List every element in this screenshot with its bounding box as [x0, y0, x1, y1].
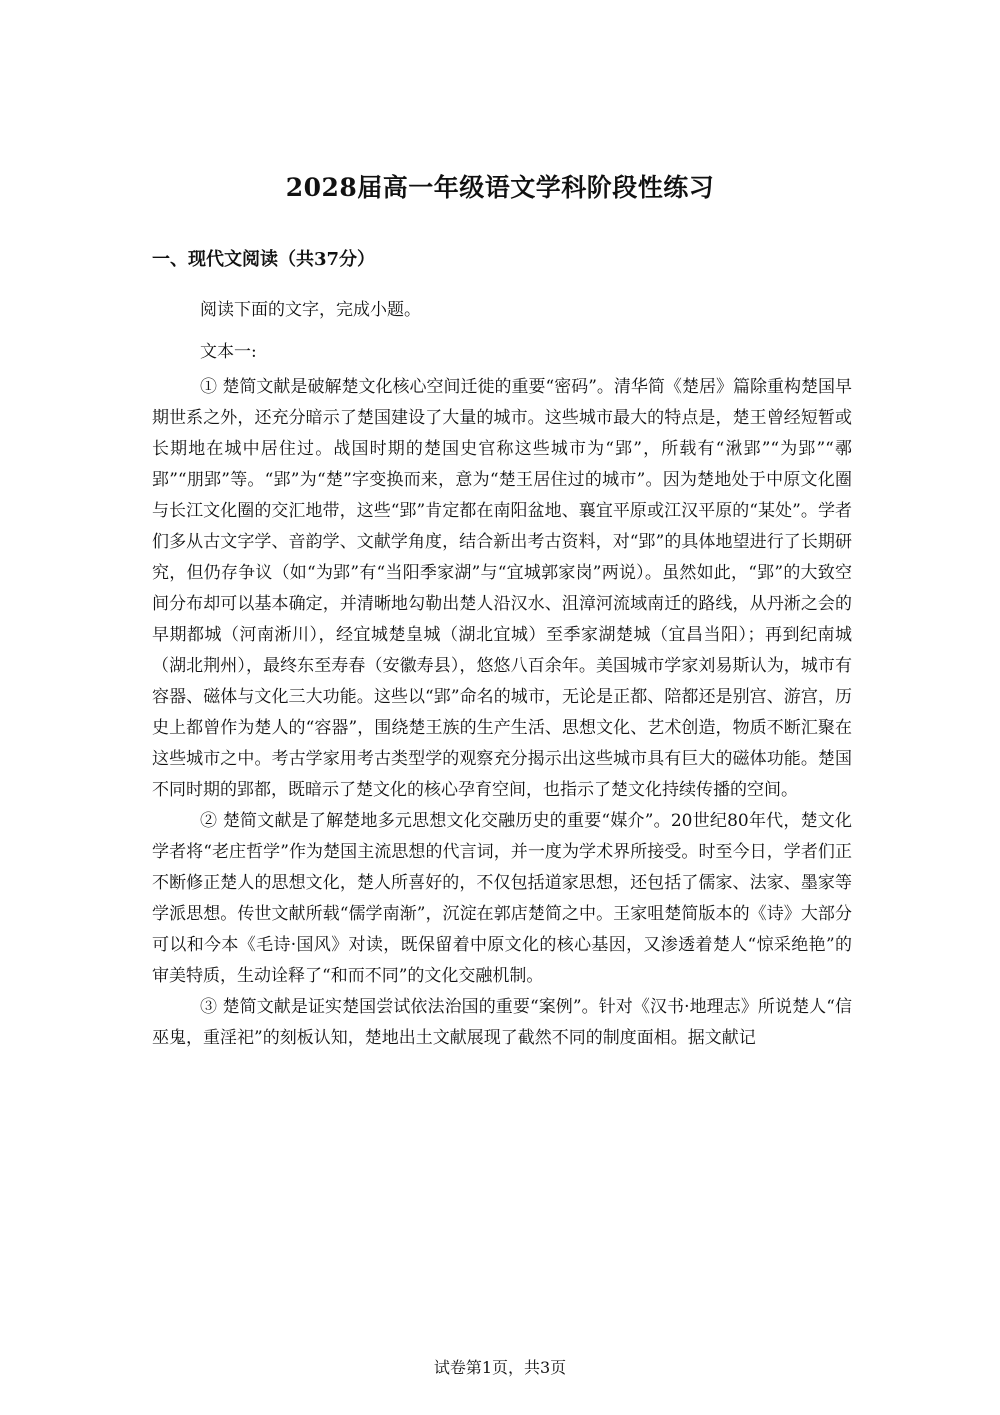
page-footer: 试卷第1页，共3页	[433, 1358, 567, 1377]
section-heading: 一、现代文阅读（共37分）	[152, 249, 376, 270]
reading-instruction: 阅读下面的文字，完成小题。	[200, 300, 421, 320]
passage-paragraph-3: ③ 楚简文献是证实楚国尝试依法治国的重要“案例”。针对《汉书·地理志》所说楚人“信巫鬼，重淫祀”的刻板认知，楚地出土文献展现了截然不同的制度面相。据文献记	[152, 997, 852, 1048]
passage-paragraph-1: ① 楚简文献是破解楚文化核心空间迁徙的重要“密码”。清华简《楚居》篇除重构楚国早期世系之外，还充分暗示了楚国建设了大量的城市。这些城市最大的特点是，楚王曾经短暂或长期地在城中居住过。战国时期的楚国史官称这些城市为“郢”，所载有“湫郢”“为郢”“鄩郢”“朋郢”等。“郢”为“楚”字变换而来，意为“楚王居住过的城市”。因为楚地处于中原文化圈与长江文化圈的交汇地带，这些“郢”肯定都在南阳盆地、襄宜平原或江汉平原的“某处”。学者们多从古文字学、音韵学、文献学角度，结合新出考古资料，对“郢”的具体地望进行了长期研究，但仍存争议（如“为郢”有“当阳季家湖”与“宜城郭家岗”两说）。虽然如此，“郢”的大致空间分布却可以基本确定，并清晰地勾勒出楚人沿汉水、沮漳河流域南迁的路线，从丹淅之会的早期都城（河南淅川），经宜城楚皇城（湖北宜城）至季家湖楚城（宜昌当阳）；再到纪南城（湖北荆州），最终东至寿春（安徽寿县），悠悠八百余年。美国城市学家刘易斯认为，城市有容器、磁体与文化三大功能。这些以“郢”命名的城市，无论是正都、陪都还是别宫、游宫，历史上都曾作为楚人的“容器”，围绕楚王族的生产生活、思想文化、艺术创造，物质不断汇聚在这些城市之中。考古学家用考古类型学的观察充分揭示出这些城市具有巨大的磁体功能。楚国不同时期的郢都，既暗示了楚文化的核心孕育空间，也指示了楚文化持续传播的空间。	[152, 377, 852, 800]
text-label: 文本一:	[200, 342, 257, 362]
passage-body	[152, 372, 852, 1054]
passage-paragraph-2: ② 楚简文献是了解楚地多元思想文化交融历史的重要“媒介”。20世纪80年代，楚文化学者将“老庄哲学”作为楚国主流思想的代言词，并一度为学术界所接受。时至今日，学者们正不断修正楚人的思想文化，楚人所喜好的，不仅包括道家思想，还包括了儒家、法家、墨家等学派思想。传世文献所载“儒学南渐”，沉淀在郭店楚简之中。王家咀楚简版本的《诗》大部分可以和今本《毛诗·国风》对读，既保留着中原文化的核心基因，又渗透着楚人“惊采绝艳”的审美特质，生动诠释了“和而不同”的文化交融机制。	[152, 811, 852, 986]
page-title: 2028届高一年级语文学科阶段性练习	[285, 173, 715, 202]
